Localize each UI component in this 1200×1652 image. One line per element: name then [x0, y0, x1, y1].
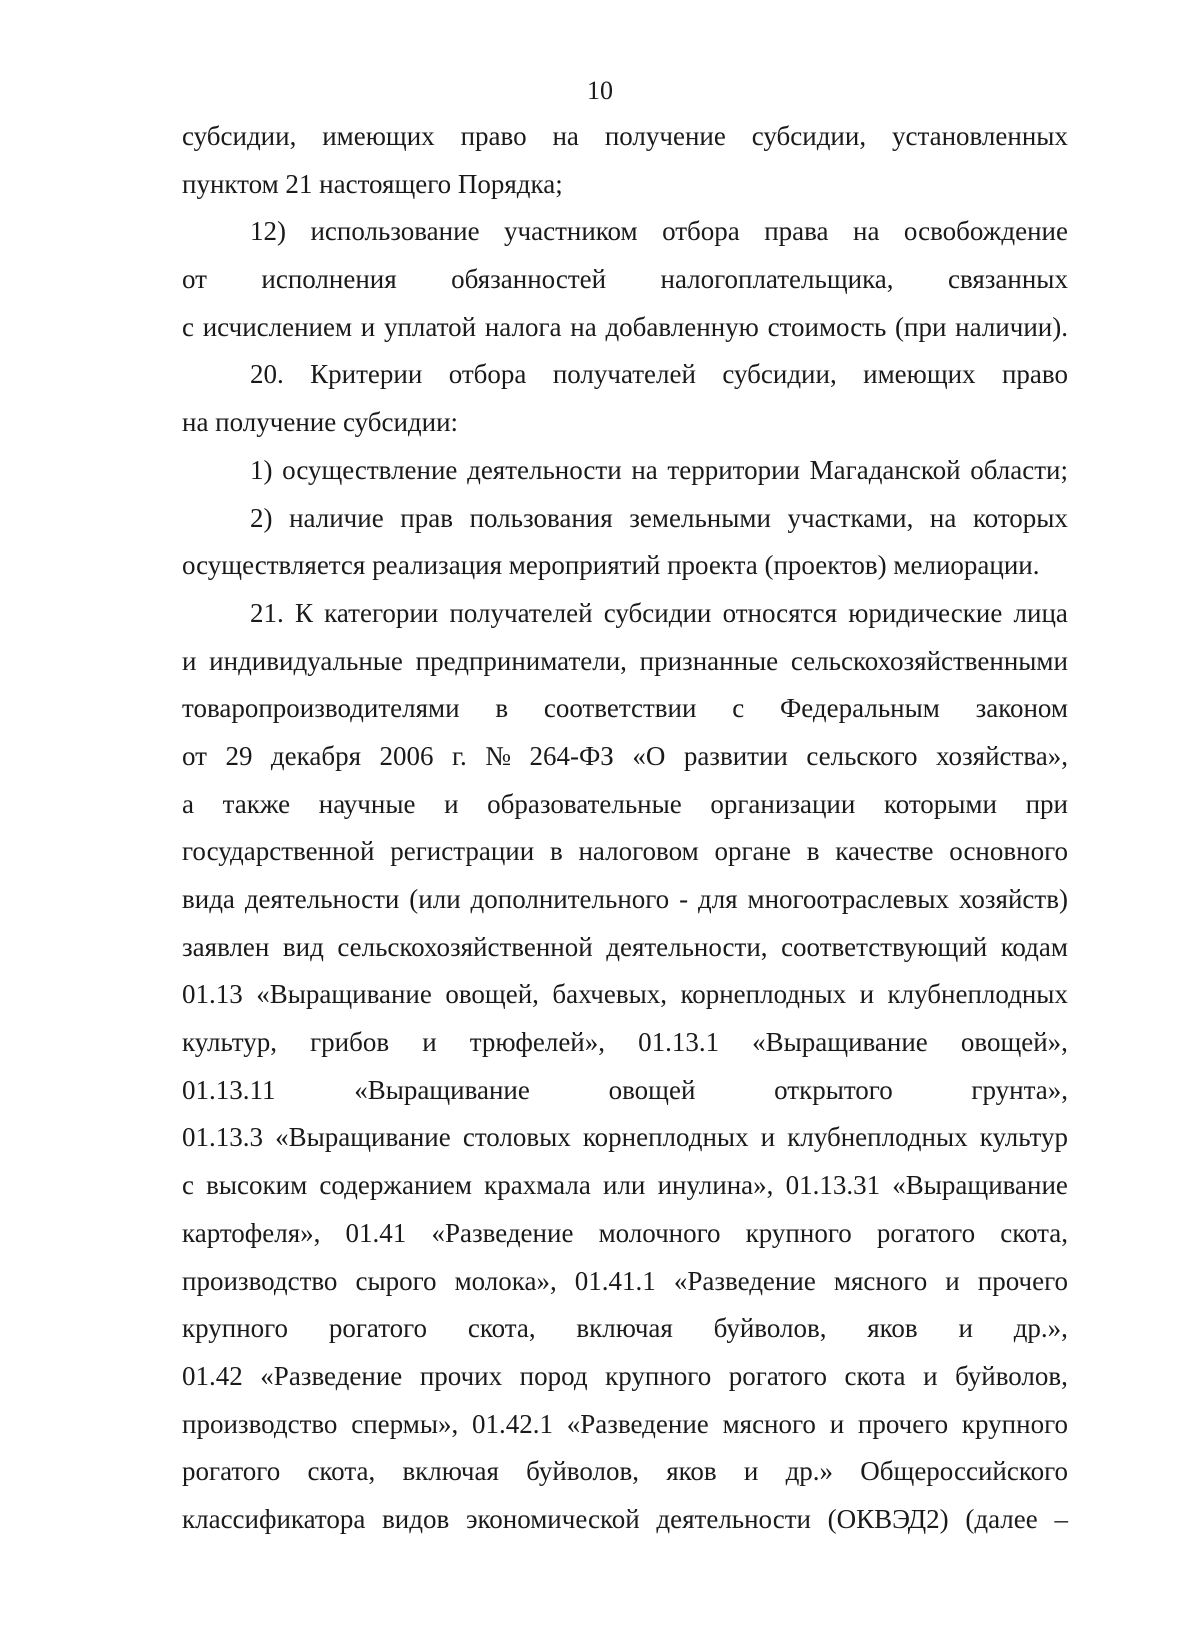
page-number: 10 — [587, 76, 613, 105]
text-line: заявлен вид сельскохозяйственной деятельности, соответствующий кодам — [182, 931, 1068, 962]
text-line: 1) осуществление деятельности на территории Магаданской области; — [250, 454, 1068, 485]
text-line: вида деятельности (или дополнительного - для многоотраслевых хозяйств) — [182, 884, 1068, 914]
text-line: картофеля», 01.41 «Разведение молочного крупного рогатого скота, — [182, 1217, 1068, 1248]
text-line: пунктом 21 настоящего Порядка; — [182, 168, 563, 199]
text-line: 01.13 «Выращивание овощей, бахчевых, корнеплодных и клубнеплодных — [182, 979, 1068, 1010]
text-line: 12) использование участником отбора права на освобождение — [250, 216, 1068, 247]
document-body — [182, 113, 1068, 1544]
text-line: 21. К категории получателей субсидии относятся юридические лица — [250, 597, 1068, 628]
text-line: культур, грибов и трюфелей», 01.13.1 «Выращивание овощей», — [182, 1027, 1068, 1058]
text-line: субсидии, имеющих право на получение субсидии, установленных — [182, 121, 1068, 151]
text-line: а также научные и образовательные организации которыми при — [182, 788, 1068, 819]
text-line: крупного рогатого скота, включая буйволов, яков и др.», — [182, 1313, 1068, 1344]
text-line: на получение субсидии: — [182, 407, 459, 438]
text-line: классификатора видов экономической деятельности (ОКВЭД2) (далее – — [182, 1503, 1068, 1534]
text-line: 01.42 «Разведение прочих пород крупного рогатого скота и буйволов, — [182, 1360, 1068, 1391]
text-line: 2) наличие прав пользования земельными участками, на которых — [250, 502, 1068, 533]
text-line: производство сырого молока», 01.41.1 «Разведение мясного и прочего — [182, 1265, 1068, 1296]
text-line: с высоким содержанием крахмала или инулина», 01.13.31 «Выращивание — [182, 1170, 1068, 1201]
text-line: 01.13.11 «Выращивание овощей открытого грунта», — [182, 1074, 1068, 1105]
text-line: товаропроизводителями в соответствии с Федеральным законом — [182, 693, 1068, 724]
text-line: рогатого скота, включая буйволов, яков и др.» Общероссийского — [182, 1456, 1068, 1487]
text-line: производство спермы», 01.42.1 «Разведение мясного и прочего крупного — [182, 1408, 1068, 1439]
text-line: от 29 декабря 2006 г. № 264-ФЗ «О развитии сельского хозяйства», — [182, 740, 1068, 771]
text-line: осуществляется реализация мероприятий проекта (проектов) мелиорации. — [182, 550, 1040, 581]
text-line: государственной регистрации в налоговом органе в качестве основного — [182, 836, 1068, 867]
text-line: 01.13.3 «Выращивание столовых корнеплодных и клубнеплодных культур — [182, 1122, 1068, 1153]
text-line: с исчислением и уплатой налога на добавленную стоимость (при наличии). — [182, 311, 1068, 342]
text-line: от исполнения обязанностей налогоплательщика, связанных — [182, 264, 1068, 295]
text-line: и индивидуальные предприниматели, признанные сельскохозяйственными — [182, 645, 1068, 676]
text-line: 20. Критерии отбора получателей субсидии, имеющих право — [250, 359, 1068, 390]
